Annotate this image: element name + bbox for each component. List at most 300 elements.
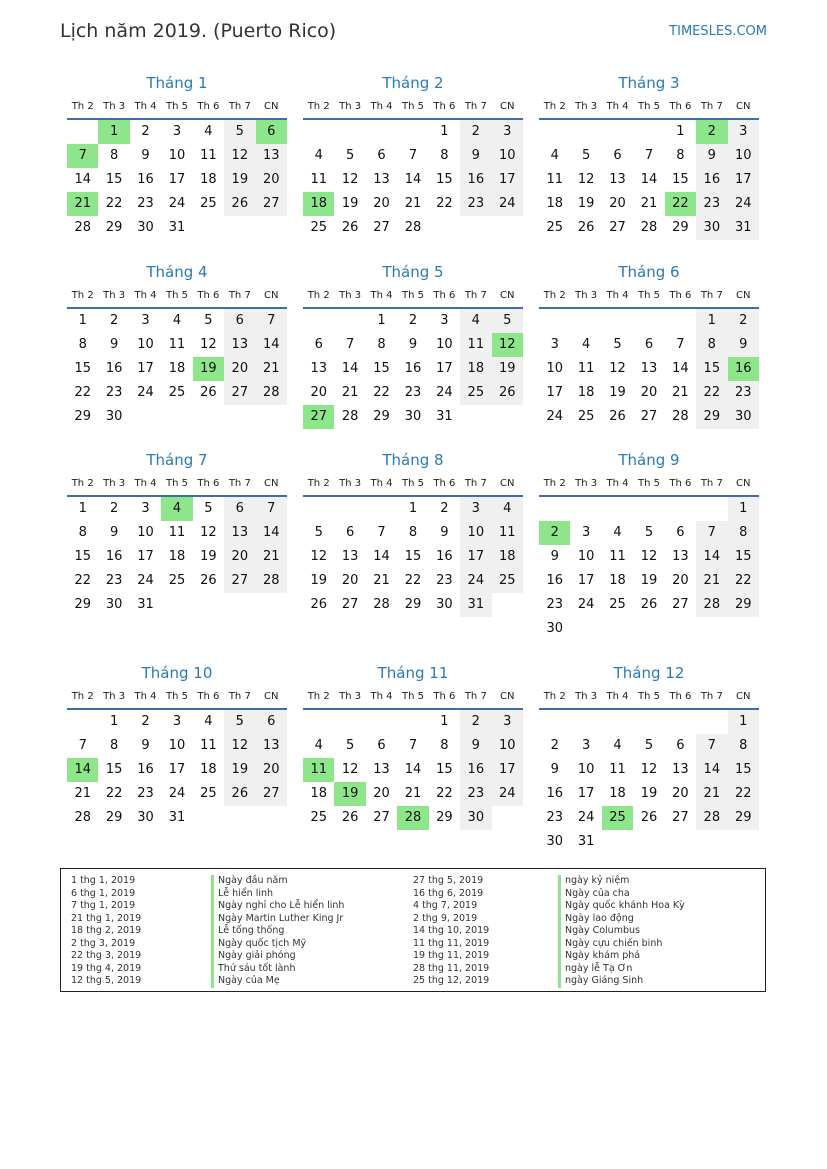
day-cell: 16 bbox=[404, 361, 422, 376]
empty-cell bbox=[570, 710, 601, 734]
day-cell: 18 bbox=[168, 361, 186, 376]
holiday-day-cell: 6 bbox=[256, 120, 287, 144]
day-cell: 20 bbox=[256, 758, 287, 782]
day-cell: 21 bbox=[341, 385, 359, 400]
holiday-legend bbox=[60, 868, 766, 992]
day-cell: 25 bbox=[460, 381, 491, 405]
day-cell: 15 bbox=[105, 172, 123, 187]
day-cell: 27 bbox=[341, 597, 359, 612]
weekday-label: Th 6 bbox=[433, 101, 456, 112]
empty-cell bbox=[602, 309, 633, 333]
day-cell: 13 bbox=[224, 521, 255, 545]
day-cell: 7 bbox=[644, 148, 654, 163]
day-cell: 15 bbox=[672, 172, 689, 187]
empty-cell bbox=[570, 309, 601, 333]
weekday-header bbox=[67, 473, 287, 497]
day-cell: 25 bbox=[168, 573, 186, 588]
day-cell: 13 bbox=[224, 333, 255, 357]
day-cell: 23 bbox=[696, 192, 727, 216]
empty-cell bbox=[397, 120, 428, 144]
day-cell: 23 bbox=[728, 381, 759, 405]
day-cell: 25 bbox=[200, 196, 217, 211]
day-cell: 6 bbox=[314, 337, 323, 352]
day-cell: 11 bbox=[310, 172, 327, 187]
weekday-label: Th 4 bbox=[134, 101, 157, 112]
day-cell: 17 bbox=[577, 573, 595, 588]
empty-cell bbox=[665, 710, 696, 734]
day-cell: 30 bbox=[546, 621, 563, 636]
day-cell: 6 bbox=[224, 497, 255, 521]
weekday-label: Th 2 bbox=[307, 290, 330, 301]
day-cell: 22 bbox=[373, 385, 390, 400]
weekday-label: Th 6 bbox=[669, 290, 692, 301]
day-cell: 11 bbox=[168, 525, 186, 540]
day-cell: 11 bbox=[609, 762, 626, 777]
holiday-day-cell: 21 bbox=[67, 192, 98, 216]
day-cell: 18 bbox=[310, 786, 327, 801]
day-cell: 5 bbox=[345, 738, 355, 753]
day-cell: 17 bbox=[168, 172, 186, 187]
weekday-label: Th 5 bbox=[401, 478, 424, 489]
day-cell: 17 bbox=[137, 549, 154, 564]
day-cell: 29 bbox=[696, 405, 727, 429]
month-name: Tháng 4 bbox=[146, 263, 208, 281]
day-cell: 27 bbox=[672, 597, 689, 612]
holiday-day-cell: 19 bbox=[334, 782, 365, 806]
day-cell: 13 bbox=[256, 144, 287, 168]
holiday-day-cell: 12 bbox=[492, 333, 523, 357]
day-cell: 18 bbox=[492, 545, 523, 569]
weekday-header bbox=[539, 96, 759, 120]
empty-cell bbox=[539, 309, 570, 333]
weekday-label: Th 2 bbox=[543, 101, 566, 112]
day-cell: 13 bbox=[672, 549, 689, 564]
day-cell: 27 bbox=[256, 782, 287, 806]
day-cell: 15 bbox=[404, 549, 422, 564]
weekday-label: Th 3 bbox=[103, 691, 126, 702]
empty-cell bbox=[665, 497, 696, 521]
day-cell: 26 bbox=[310, 597, 327, 612]
weekday-header bbox=[67, 285, 287, 309]
weekday-label: Th 5 bbox=[401, 691, 424, 702]
day-cell: 11 bbox=[460, 333, 491, 357]
day-cell: 29 bbox=[373, 409, 390, 424]
day-cell: 5 bbox=[345, 148, 355, 163]
month-name: Tháng 7 bbox=[146, 451, 208, 469]
day-cell: 30 bbox=[404, 409, 422, 424]
day-cell: 6 bbox=[676, 525, 685, 540]
day-cell: 14 bbox=[256, 333, 287, 357]
day-cell: 4 bbox=[314, 738, 323, 753]
day-cell: 26 bbox=[577, 220, 595, 235]
day-cell: 10 bbox=[436, 337, 453, 352]
empty-cell bbox=[570, 497, 601, 521]
weekday-label: Th 4 bbox=[134, 290, 157, 301]
weekday-label: CN bbox=[264, 290, 279, 301]
weekday-label: Th 7 bbox=[228, 290, 251, 301]
day-cell: 8 bbox=[377, 337, 386, 352]
day-cell: 22 bbox=[404, 573, 422, 588]
day-cell: 18 bbox=[460, 357, 491, 381]
weekday-header bbox=[303, 285, 523, 309]
day-cell: 23 bbox=[105, 385, 123, 400]
day-cell: 4 bbox=[550, 148, 559, 163]
site-link[interactable]: TIMESLES.COM bbox=[669, 24, 767, 39]
day-cell: 13 bbox=[256, 734, 287, 758]
empty-cell bbox=[696, 710, 727, 734]
day-cell: 23 bbox=[460, 192, 491, 216]
legend-date: 28 thg 11, 2019 bbox=[413, 962, 490, 974]
day-cell: 3 bbox=[492, 710, 523, 734]
weekday-label: Th 4 bbox=[606, 691, 629, 702]
day-cell: 9 bbox=[696, 144, 727, 168]
day-cell: 5 bbox=[644, 525, 654, 540]
legend-dates-left bbox=[71, 875, 141, 988]
legend-holiday-name: Thứ sáu tốt lành bbox=[211, 963, 344, 976]
day-cell: 24 bbox=[577, 810, 595, 825]
day-cell: 6 bbox=[377, 148, 386, 163]
day-cell: 10 bbox=[168, 148, 186, 163]
day-cell: 7 bbox=[408, 148, 418, 163]
day-cell: 21 bbox=[404, 196, 422, 211]
day-cell: 4 bbox=[460, 309, 491, 333]
legend-dates-right bbox=[413, 875, 489, 988]
day-cell: 19 bbox=[609, 385, 626, 400]
day-cell: 12 bbox=[577, 172, 595, 187]
empty-cell bbox=[67, 710, 98, 734]
month-block bbox=[303, 660, 523, 830]
weekday-label: Th 7 bbox=[228, 691, 251, 702]
weekday-label: Th 3 bbox=[575, 478, 598, 489]
weekday-label: Th 2 bbox=[71, 691, 94, 702]
holiday-day-cell: 2 bbox=[696, 120, 727, 144]
weekday-label: Th 3 bbox=[103, 101, 126, 112]
legend-date: 2 thg 3, 2019 bbox=[71, 937, 136, 949]
empty-cell bbox=[303, 710, 334, 734]
day-cell: 23 bbox=[460, 782, 491, 806]
day-cell: 12 bbox=[640, 762, 658, 777]
weekday-label: CN bbox=[500, 478, 515, 489]
weekday-header bbox=[539, 686, 759, 710]
day-cell: 17 bbox=[436, 361, 453, 376]
day-cell: 14 bbox=[696, 545, 727, 569]
day-cell: 4 bbox=[613, 738, 622, 753]
day-cell: 7 bbox=[256, 497, 287, 521]
day-cell: 13 bbox=[609, 172, 626, 187]
weekday-label: Th 3 bbox=[103, 290, 126, 301]
day-cell: 3 bbox=[141, 313, 150, 328]
day-cell: 31 bbox=[436, 409, 453, 424]
day-cell: 9 bbox=[550, 549, 559, 564]
weekday-label: CN bbox=[264, 691, 279, 702]
day-cell: 29 bbox=[728, 593, 759, 617]
day-cell: 20 bbox=[640, 385, 658, 400]
day-cell: 24 bbox=[546, 409, 563, 424]
day-grid bbox=[67, 120, 287, 240]
empty-cell bbox=[397, 710, 428, 734]
day-cell: 30 bbox=[696, 216, 727, 240]
day-cell: 8 bbox=[408, 525, 418, 540]
day-cell: 12 bbox=[200, 337, 217, 352]
day-cell: 21 bbox=[256, 357, 287, 381]
day-cell: 1 bbox=[78, 313, 87, 328]
day-cell: 6 bbox=[644, 337, 654, 352]
legend-holiday-name: Ngày Columbus bbox=[558, 925, 685, 938]
day-cell: 3 bbox=[728, 120, 759, 144]
weekday-label: Th 2 bbox=[307, 478, 330, 489]
empty-cell bbox=[539, 497, 570, 521]
day-cell: 2 bbox=[550, 738, 559, 753]
day-cell: 29 bbox=[404, 597, 422, 612]
day-cell: 2 bbox=[460, 120, 491, 144]
day-cell: 26 bbox=[640, 597, 658, 612]
weekday-label: Th 5 bbox=[165, 101, 188, 112]
month-block bbox=[303, 70, 523, 240]
day-cell: 8 bbox=[440, 738, 449, 753]
day-cell: 10 bbox=[168, 738, 186, 753]
day-cell: 26 bbox=[224, 782, 255, 806]
day-cell: 8 bbox=[676, 148, 685, 163]
day-cell: 18 bbox=[609, 573, 626, 588]
day-cell: 18 bbox=[577, 385, 595, 400]
day-cell: 9 bbox=[408, 337, 418, 352]
day-cell: 25 bbox=[310, 220, 327, 235]
day-cell: 25 bbox=[609, 597, 626, 612]
day-grid bbox=[539, 710, 759, 854]
day-cell: 30 bbox=[105, 409, 123, 424]
day-cell: 20 bbox=[341, 573, 359, 588]
day-cell: 3 bbox=[492, 120, 523, 144]
weekday-label: Th 3 bbox=[339, 290, 362, 301]
day-cell: 16 bbox=[460, 168, 491, 192]
day-cell: 12 bbox=[640, 549, 658, 564]
day-cell: 9 bbox=[141, 738, 150, 753]
day-cell: 10 bbox=[546, 361, 563, 376]
day-cell: 10 bbox=[577, 762, 595, 777]
day-cell: 11 bbox=[546, 172, 563, 187]
day-cell: 23 bbox=[137, 196, 154, 211]
weekday-label: CN bbox=[264, 478, 279, 489]
holiday-day-cell: 7 bbox=[67, 144, 98, 168]
day-cell: 19 bbox=[492, 357, 523, 381]
legend-holiday-name: Ngày quốc tịch Mỹ bbox=[211, 938, 344, 951]
weekday-label: Th 5 bbox=[637, 290, 660, 301]
empty-cell bbox=[602, 120, 633, 144]
legend-names-left bbox=[211, 875, 344, 988]
day-cell: 13 bbox=[640, 361, 658, 376]
legend-date: 14 thg 10, 2019 bbox=[413, 925, 490, 936]
day-cell: 3 bbox=[172, 714, 182, 729]
weekday-label: Th 7 bbox=[700, 691, 723, 702]
day-cell: 10 bbox=[577, 549, 595, 564]
day-cell: 14 bbox=[404, 172, 422, 187]
legend-date: 27 thg 5, 2019 bbox=[413, 875, 484, 886]
day-cell: 24 bbox=[728, 192, 759, 216]
empty-cell bbox=[570, 120, 601, 144]
day-cell: 21 bbox=[404, 786, 422, 801]
weekday-label: Th 6 bbox=[197, 478, 220, 489]
day-cell: 7 bbox=[256, 309, 287, 333]
month-name: Tháng 9 bbox=[618, 451, 680, 469]
weekday-label: CN bbox=[736, 101, 751, 112]
day-cell: 1 bbox=[728, 710, 759, 734]
empty-cell bbox=[539, 710, 570, 734]
day-cell: 27 bbox=[373, 810, 390, 825]
day-cell: 14 bbox=[74, 172, 91, 187]
day-cell: 29 bbox=[728, 806, 759, 830]
legend-date: 1 thg 1, 2019 bbox=[71, 875, 136, 886]
day-cell: 6 bbox=[224, 309, 255, 333]
empty-cell bbox=[665, 309, 696, 333]
weekday-label: CN bbox=[736, 478, 751, 489]
day-cell: 26 bbox=[224, 192, 255, 216]
day-cell: 13 bbox=[373, 172, 390, 187]
weekday-label: Th 7 bbox=[700, 101, 723, 112]
day-cell: 11 bbox=[200, 738, 217, 753]
holiday-day-cell: 4 bbox=[161, 497, 192, 521]
day-cell: 5 bbox=[224, 710, 255, 734]
day-cell: 8 bbox=[78, 337, 87, 352]
day-cell: 28 bbox=[256, 569, 287, 593]
empty-cell bbox=[633, 497, 664, 521]
day-cell: 6 bbox=[676, 738, 685, 753]
legend-date: 11 thg 11, 2019 bbox=[413, 937, 490, 949]
day-cell: 7 bbox=[78, 738, 87, 753]
day-cell: 22 bbox=[728, 569, 759, 593]
day-cell: 1 bbox=[676, 124, 685, 139]
weekday-header bbox=[539, 473, 759, 497]
weekday-label: Th 4 bbox=[370, 691, 393, 702]
day-cell: 3 bbox=[172, 124, 182, 139]
day-cell: 4 bbox=[492, 497, 523, 521]
day-cell: 12 bbox=[224, 734, 255, 758]
day-cell: 30 bbox=[436, 597, 453, 612]
day-cell: 27 bbox=[672, 810, 689, 825]
day-cell: 21 bbox=[256, 545, 287, 569]
day-cell: 3 bbox=[440, 313, 449, 328]
empty-cell bbox=[633, 120, 664, 144]
legend-holiday-name: ngày Giáng Sinh bbox=[558, 975, 685, 988]
day-cell: 10 bbox=[137, 525, 154, 540]
legend-date: 22 thg 3, 2019 bbox=[71, 950, 142, 961]
day-cell: 22 bbox=[436, 786, 453, 801]
day-cell: 30 bbox=[137, 220, 154, 235]
day-cell: 1 bbox=[440, 124, 449, 139]
day-cell: 22 bbox=[105, 196, 123, 211]
day-cell: 28 bbox=[640, 220, 658, 235]
day-cell: 20 bbox=[373, 196, 390, 211]
day-cell: 20 bbox=[672, 573, 689, 588]
day-cell: 1 bbox=[728, 497, 759, 521]
day-cell: 10 bbox=[137, 337, 154, 352]
day-cell: 15 bbox=[74, 361, 91, 376]
day-cell: 2 bbox=[408, 313, 418, 328]
day-cell: 22 bbox=[728, 782, 759, 806]
weekday-label: CN bbox=[500, 691, 515, 702]
day-cell: 4 bbox=[314, 148, 323, 163]
day-cell: 2 bbox=[141, 714, 150, 729]
weekday-label: Th 4 bbox=[606, 101, 629, 112]
day-cell: 12 bbox=[341, 762, 359, 777]
month-name: Tháng 8 bbox=[382, 451, 444, 469]
legend-holiday-name: Ngày quốc khánh Hoa Kỳ bbox=[558, 900, 685, 913]
day-cell: 25 bbox=[577, 409, 595, 424]
weekday-label: Th 2 bbox=[71, 478, 94, 489]
day-cell: 18 bbox=[609, 786, 626, 801]
day-cell: 30 bbox=[728, 405, 759, 429]
day-cell: 26 bbox=[341, 810, 359, 825]
weekday-label: Th 5 bbox=[637, 101, 660, 112]
legend-holiday-name: Ngày đầu năm bbox=[211, 875, 344, 888]
month-block bbox=[539, 660, 759, 854]
day-cell: 7 bbox=[696, 734, 727, 758]
weekday-label: Th 5 bbox=[165, 478, 188, 489]
month-block bbox=[67, 259, 287, 429]
day-cell: 31 bbox=[728, 216, 759, 240]
day-cell: 1 bbox=[109, 714, 119, 729]
holiday-day-cell: 28 bbox=[397, 806, 428, 830]
day-cell: 15 bbox=[728, 545, 759, 569]
day-cell: 9 bbox=[109, 525, 119, 540]
day-cell: 29 bbox=[436, 810, 453, 825]
day-cell: 5 bbox=[204, 501, 213, 516]
weekday-label: Th 4 bbox=[134, 478, 157, 489]
day-cell: 11 bbox=[609, 549, 626, 564]
day-cell: 3 bbox=[581, 525, 591, 540]
weekday-label: Th 2 bbox=[543, 290, 566, 301]
day-cell: 23 bbox=[546, 597, 563, 612]
day-cell: 24 bbox=[168, 196, 186, 211]
day-cell: 14 bbox=[256, 521, 287, 545]
weekday-label: Th 5 bbox=[637, 691, 660, 702]
day-cell: 1 bbox=[696, 309, 727, 333]
day-cell: 30 bbox=[137, 810, 154, 825]
day-cell: 28 bbox=[74, 220, 91, 235]
day-cell: 22 bbox=[105, 786, 123, 801]
month-block bbox=[67, 660, 287, 830]
month-block bbox=[67, 70, 287, 240]
day-grid bbox=[303, 710, 523, 830]
day-cell: 19 bbox=[310, 573, 327, 588]
day-cell: 31 bbox=[577, 834, 595, 849]
weekday-label: Th 6 bbox=[669, 691, 692, 702]
day-cell: 16 bbox=[105, 361, 123, 376]
day-cell: 4 bbox=[204, 714, 213, 729]
day-cell: 3 bbox=[581, 738, 591, 753]
month-name: Tháng 5 bbox=[382, 263, 444, 281]
day-grid bbox=[539, 497, 759, 641]
day-cell: 29 bbox=[105, 810, 123, 825]
day-cell: 14 bbox=[341, 361, 359, 376]
day-cell: 11 bbox=[168, 337, 186, 352]
day-cell: 8 bbox=[109, 148, 119, 163]
day-grid bbox=[539, 120, 759, 240]
weekday-label: Th 6 bbox=[433, 478, 456, 489]
day-cell: 28 bbox=[256, 381, 287, 405]
day-cell: 9 bbox=[460, 144, 491, 168]
weekday-label: Th 6 bbox=[433, 290, 456, 301]
day-cell: 5 bbox=[613, 337, 622, 352]
month-name: Tháng 11 bbox=[377, 664, 449, 682]
day-cell: 21 bbox=[696, 569, 727, 593]
day-grid bbox=[67, 710, 287, 830]
legend-date: 19 thg 11, 2019 bbox=[413, 950, 490, 961]
day-grid bbox=[303, 309, 523, 429]
day-cell: 28 bbox=[696, 806, 727, 830]
legend-date: 12 thg 5, 2019 bbox=[71, 975, 142, 986]
day-cell: 23 bbox=[546, 810, 563, 825]
weekday-header bbox=[303, 96, 523, 120]
